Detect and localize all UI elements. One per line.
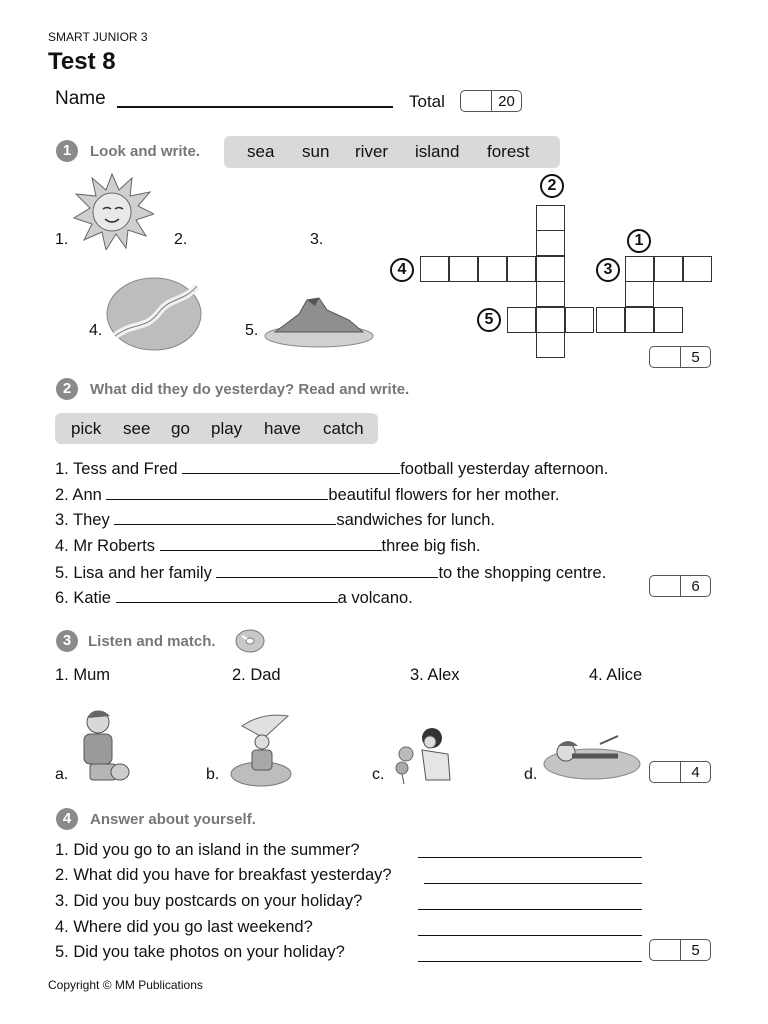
word-go: go [171, 419, 190, 438]
answer-blank[interactable] [114, 509, 336, 525]
crossword-cell[interactable] [536, 230, 565, 256]
question-2: 2. What did you have for breakfast yesterday? [55, 866, 392, 884]
exercise-2-word-box [55, 413, 378, 444]
exercise-2-number: 2 [56, 378, 78, 400]
crossword-cell[interactable] [478, 256, 507, 282]
crossword-cell[interactable] [625, 307, 654, 333]
person-alice: 4. Alice [589, 666, 643, 684]
answer-blank[interactable] [216, 562, 438, 578]
crossword-cell[interactable] [565, 307, 594, 333]
question-4: 4. Where did you go last weekend? [55, 918, 313, 936]
crossword-cell[interactable] [596, 307, 625, 333]
person-dad: 2. Dad [232, 666, 281, 684]
answer-line-3[interactable] [418, 909, 642, 910]
exercise-3-score-box[interactable] [649, 761, 711, 783]
crossword-cell[interactable] [654, 256, 683, 282]
word-sea: sea [247, 142, 275, 161]
total-score-box[interactable] [460, 90, 522, 112]
crossword-cell[interactable] [507, 307, 536, 333]
person-alex: 3. Alex [410, 666, 460, 684]
exercise-1-title: Look and write. [90, 143, 201, 160]
crossword-cell[interactable] [536, 307, 565, 333]
exercise-1-word-box [224, 136, 560, 168]
name-label: Name [55, 88, 106, 109]
sentence-3: 3. They sandwiches for lunch. [55, 511, 495, 529]
person-mum: 1. Mum [55, 666, 111, 684]
sun-picture [70, 172, 154, 250]
crossword-number-1: 1 [627, 229, 651, 253]
copyright: Copyright © MM Publications [48, 978, 203, 992]
crossword-cell[interactable] [536, 256, 565, 282]
sentence-4: 4. Mr Roberts three big fish. [55, 537, 481, 555]
picture-label-3: 3. [310, 231, 324, 248]
sentence-1: 1. Tess and Fred football yesterday afternoon. [55, 460, 609, 478]
exercise-1-score: 5 [691, 349, 700, 366]
crossword-cell[interactable] [683, 256, 712, 282]
sentence-5: 5. Lisa and her family to the shopping centre. [55, 564, 607, 582]
crossword-cell[interactable] [536, 281, 565, 307]
crossword-cell[interactable] [507, 256, 536, 282]
word-have: have [264, 419, 301, 438]
exercise-4-title: Answer about yourself. [90, 811, 256, 828]
exercise-4-score: 5 [691, 942, 700, 959]
word-forest: forest [487, 142, 530, 161]
series-label: SMART JUNIOR 3 [48, 30, 148, 44]
answer-line-4[interactable] [418, 935, 642, 936]
island-picture [263, 292, 375, 350]
exercise-3-title: Listen and match. [88, 633, 216, 650]
crossword-number-4: 4 [390, 258, 414, 282]
picture-label-4: 4. [89, 322, 103, 339]
river-picture [105, 276, 203, 352]
answer-blank[interactable] [160, 535, 382, 551]
crossword-cell[interactable] [536, 332, 565, 358]
word-pick: pick [71, 419, 102, 438]
exercise-3-score: 4 [691, 764, 700, 781]
total-score: 20 [498, 93, 515, 110]
word-river: river [355, 142, 389, 161]
picture-b-sailing [228, 712, 294, 788]
crossword-cell[interactable] [625, 281, 654, 307]
option-c-label: c. [372, 766, 385, 783]
sentence-2: 2. Ann beautiful flowers for her mother. [55, 486, 560, 504]
answer-blank[interactable] [182, 458, 400, 474]
option-b-label: b. [206, 766, 220, 783]
name-field[interactable] [117, 106, 393, 108]
exercise-1-score-box[interactable] [649, 346, 711, 368]
question-1: 1. Did you go to an island in the summer? [55, 841, 360, 859]
picture-label-2: 2. [174, 231, 188, 248]
crossword-cell[interactable] [625, 256, 654, 282]
crossword-number-2: 2 [540, 174, 564, 198]
exercise-4-score-box[interactable] [649, 939, 711, 961]
option-a-label: a. [55, 766, 69, 783]
answer-blank[interactable] [116, 587, 338, 603]
picture-c-girl-picking-flowers [392, 724, 458, 786]
exercise-2-score: 6 [691, 578, 700, 595]
exercise-2-title: What did they do yesterday? Read and write. [90, 381, 410, 398]
picture-label-5: 5. [245, 322, 259, 339]
crossword-cell[interactable] [654, 307, 683, 333]
crossword-number-5: 5 [477, 308, 501, 332]
picture-d-girl-swimming [542, 726, 642, 782]
exercise-2-score-box[interactable] [649, 575, 711, 597]
crossword-cell[interactable] [536, 205, 565, 231]
answer-line-1[interactable] [418, 857, 642, 858]
picture-a-man-with-bucket [68, 706, 132, 788]
answer-line-2[interactable] [424, 883, 642, 884]
answer-blank[interactable] [106, 484, 328, 500]
crossword-cell[interactable] [420, 256, 449, 282]
word-sun: sun [302, 142, 330, 161]
crossword-number-3: 3 [596, 258, 620, 282]
question-3: 3. Did you buy postcards on your holiday? [55, 892, 363, 910]
picture-label-1: 1. [55, 231, 69, 248]
exercise-4-number: 4 [56, 808, 78, 830]
question-5: 5. Did you take photos on your holiday? [55, 943, 345, 961]
sentence-6: 6. Katie a volcano. [55, 589, 413, 607]
word-play: play [211, 419, 243, 438]
page-title: Test 8 [48, 48, 116, 75]
word-see: see [123, 419, 151, 438]
cd-icon [234, 628, 266, 654]
exercise-1-number: 1 [56, 140, 78, 162]
total-label: Total [409, 92, 445, 111]
answer-line-5[interactable] [418, 961, 642, 962]
exercise-3-number: 3 [56, 630, 78, 652]
word-catch: catch [323, 419, 364, 438]
crossword-cell[interactable] [449, 256, 478, 282]
word-island: island [415, 142, 460, 161]
option-d-label: d. [524, 766, 538, 783]
